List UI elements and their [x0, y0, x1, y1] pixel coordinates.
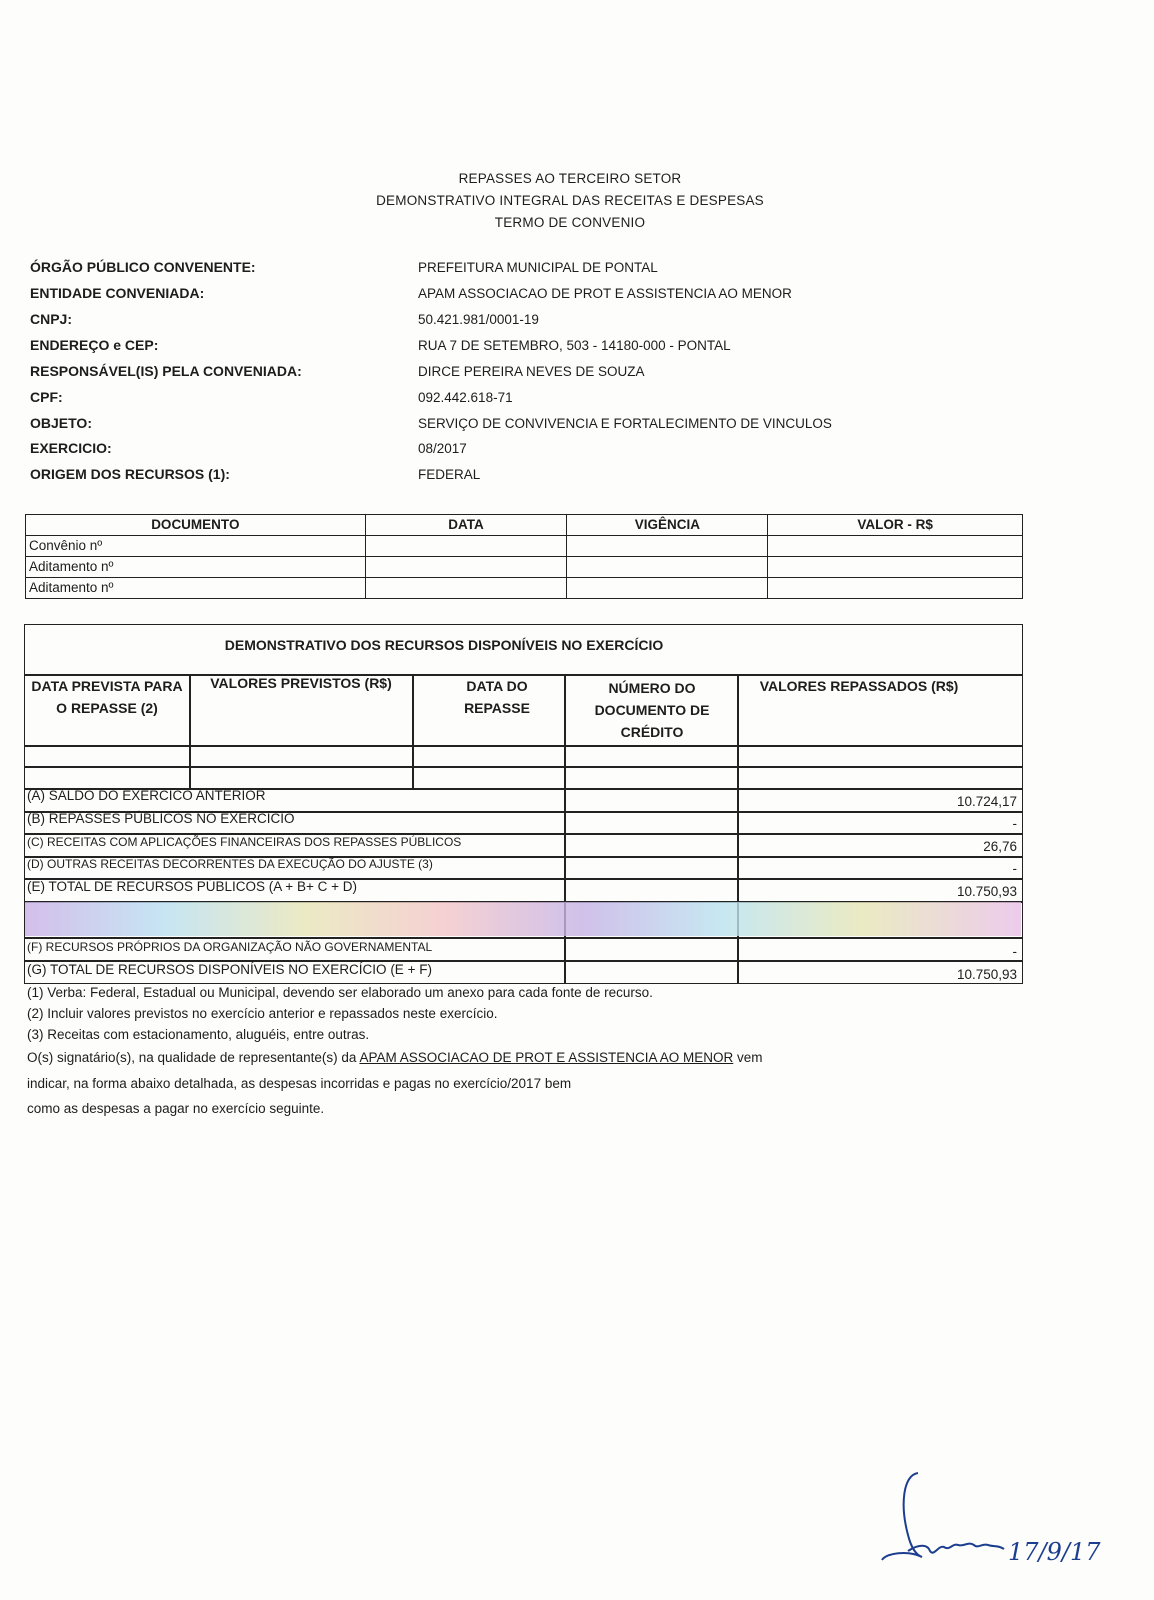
resources-row-g-value: 10.750,93: [956, 967, 1017, 982]
resources-row-a-value: 10.724,17: [956, 794, 1017, 809]
resources-divider: [564, 674, 566, 984]
documents-cell: [768, 578, 1023, 599]
info-value-origem: FEDERAL: [418, 467, 481, 482]
info-value-orgao: PREFEITURA MUNICIPAL DE PONTAL: [418, 260, 658, 275]
info-value-endereco: RUA 7 DE SETEMBRO, 503 - 14180-000 - PONTAL: [418, 338, 731, 353]
resources-row-d-value: -: [1012, 861, 1017, 876]
resources-row-b-value: -: [1012, 816, 1017, 831]
documents-header-data: DATA: [365, 515, 567, 536]
resources-row-e-value: 10.750,93: [956, 884, 1017, 899]
resources-title: DEMONSTRATIVO DOS RECURSOS DISPONÍVEIS NO EXERCÍCIO: [224, 637, 664, 653]
info-label-cpf: CPF:: [30, 389, 63, 405]
table-row: [26, 557, 1023, 578]
resources-row-d-label: (D) OUTRAS RECEITAS DECORRENTES DA EXECUÇÃO DO AJUSTE (3): [27, 857, 433, 871]
documents-header-documento: DOCUMENTO: [26, 515, 366, 536]
info-label-origem: ORIGEM DOS RECURSOS (1):: [30, 466, 230, 482]
info-label-objeto: OBJETO:: [30, 415, 92, 431]
resources-divider: [412, 674, 414, 788]
resources-divider: [24, 937, 1023, 939]
documents-cell: [365, 578, 567, 599]
info-label-orgao: ÓRGÃO PÚBLICO CONVENENTE:: [30, 259, 256, 275]
info-value-cpf: 092.442.618-71: [418, 390, 513, 405]
documents-cell: [365, 557, 567, 578]
documents-header-vigencia: VIGÊNCIA: [567, 515, 768, 536]
documents-header-row: [26, 515, 1023, 536]
resources-col-data-repasse: DATA DO REPASSE: [464, 678, 530, 716]
documents-cell: [567, 536, 768, 557]
highlight-band: [25, 902, 1021, 936]
info-label-cnpj: CNPJ:: [30, 311, 73, 327]
documents-cell: [567, 578, 768, 599]
resources-row-b-label: (B) REPASSES PÚBLICOS NO EXERCÍCIO: [27, 811, 295, 826]
statement-line-1: [27, 1050, 763, 1065]
documents-cell: [768, 557, 1023, 578]
info-value-exercicio: 08/2017: [418, 441, 467, 456]
resources-row-c-label: (C) RECEITAS COM APLICAÇÕES FINANCEIRAS DOS REPASSES PÚBLICOS: [27, 835, 462, 849]
resources-row-a-label: (A) SALDO DO EXERCÍCO ANTERIOR: [27, 788, 266, 803]
documents-row-label: Convênio nº: [26, 536, 366, 557]
documents-row-label: Aditamento nº: [26, 578, 366, 599]
resources-col-numero-documento: NÚMERO DO DOCUMENTO DE CRÉDITO: [594, 680, 710, 740]
resources-row-f-value: -: [1012, 944, 1017, 959]
documents-header-valor: VALOR - R$: [768, 515, 1023, 536]
signature-mark: [878, 1465, 1008, 1565]
info-value-objeto: SERVIÇO DE CONVIVENCIA E FORTALECIMENTO DE VINCULOS: [418, 416, 832, 431]
resources-row-f-label: (F) RECURSOS PRÓPRIOS DA ORGANIZAÇÃO NÃO GOVERNAMENTAL: [27, 940, 433, 954]
statement-line-3: como as despesas a pagar no exercício seguinte.: [27, 1101, 325, 1116]
resources-divider: [737, 674, 739, 984]
resources-col-data-prevista: DATA PREVISTA PARA O REPASSE (2): [31, 678, 183, 716]
info-label-exercicio: EXERCICIO:: [30, 440, 112, 456]
info-value-entidade: APAM ASSOCIACAO DE PROT E ASSISTENCIA AO MENOR: [418, 286, 792, 301]
resources-col-valores-previstos: VALORES PREVISTOS (R$): [210, 675, 392, 691]
info-value-cnpj: 50.421.981/0001-19: [418, 312, 539, 327]
statement-part-2: vem: [733, 1050, 763, 1065]
resources-row-c-value: 26,76: [983, 839, 1017, 854]
header-line-1: REPASSES AO TERCEIRO SETOR: [458, 171, 682, 186]
note-1: (1) Verba: Federal, Estadual ou Municipal, devendo ser elaborado um anexo para cada fonte de recurso.: [27, 985, 653, 1000]
info-value-responsavel: DIRCE PEREIRA NEVES DE SOUZA: [418, 364, 645, 379]
resources-row-g-label: (G) TOTAL DE RECURSOS DISPONÍVEIS NO EXERCÍCIO (E + F): [27, 962, 432, 977]
documents-cell: [567, 557, 768, 578]
statement-entity: APAM ASSOCIACAO DE PROT E ASSISTENCIA AO MENOR: [359, 1050, 734, 1065]
resources-divider: [24, 745, 1023, 747]
resources-row-e-label: (E) TOTAL DE RECURSOS PÚBLICOS (A + B+ C + D): [27, 879, 357, 894]
statement-line-2: indicar, na forma abaixo detalhada, as despesas incorridas e pagas no exercício/2017 bem: [27, 1076, 572, 1091]
statement-part-1: O(s) signatário(s), na qualidade de representante(s) da: [27, 1050, 360, 1065]
note-3: (3) Receitas com estacionamento, aluguéis, entre outras.: [27, 1027, 370, 1042]
info-label-endereco: ENDEREÇO e CEP:: [30, 337, 159, 353]
info-label-entidade: ENTIDADE CONVENIADA:: [30, 285, 205, 301]
documents-table: [25, 514, 1023, 599]
info-label-responsavel: RESPONSÁVEL(IS) PELA CONVENIADA:: [30, 363, 302, 379]
table-row: [26, 536, 1023, 557]
resources-divider: [189, 674, 191, 788]
documents-cell: [768, 536, 1023, 557]
signature-date: 17/9/17: [1008, 1538, 1101, 1566]
note-2: (2) Incluir valores previstos no exercício anterior e repassados neste exercício.: [27, 1006, 498, 1021]
documents-cell: [365, 536, 567, 557]
table-row: [26, 578, 1023, 599]
resources-col-valores-repassados: VALORES REPASSADOS (R$): [759, 678, 959, 694]
header-line-3: TERMO DE CONVENIO: [494, 215, 646, 230]
resources-divider: [24, 766, 1023, 768]
documents-row-label: Aditamento nº: [26, 557, 366, 578]
header-line-2: DEMONSTRATIVO INTEGRAL DAS RECEITAS E DESPESAS: [376, 193, 764, 208]
